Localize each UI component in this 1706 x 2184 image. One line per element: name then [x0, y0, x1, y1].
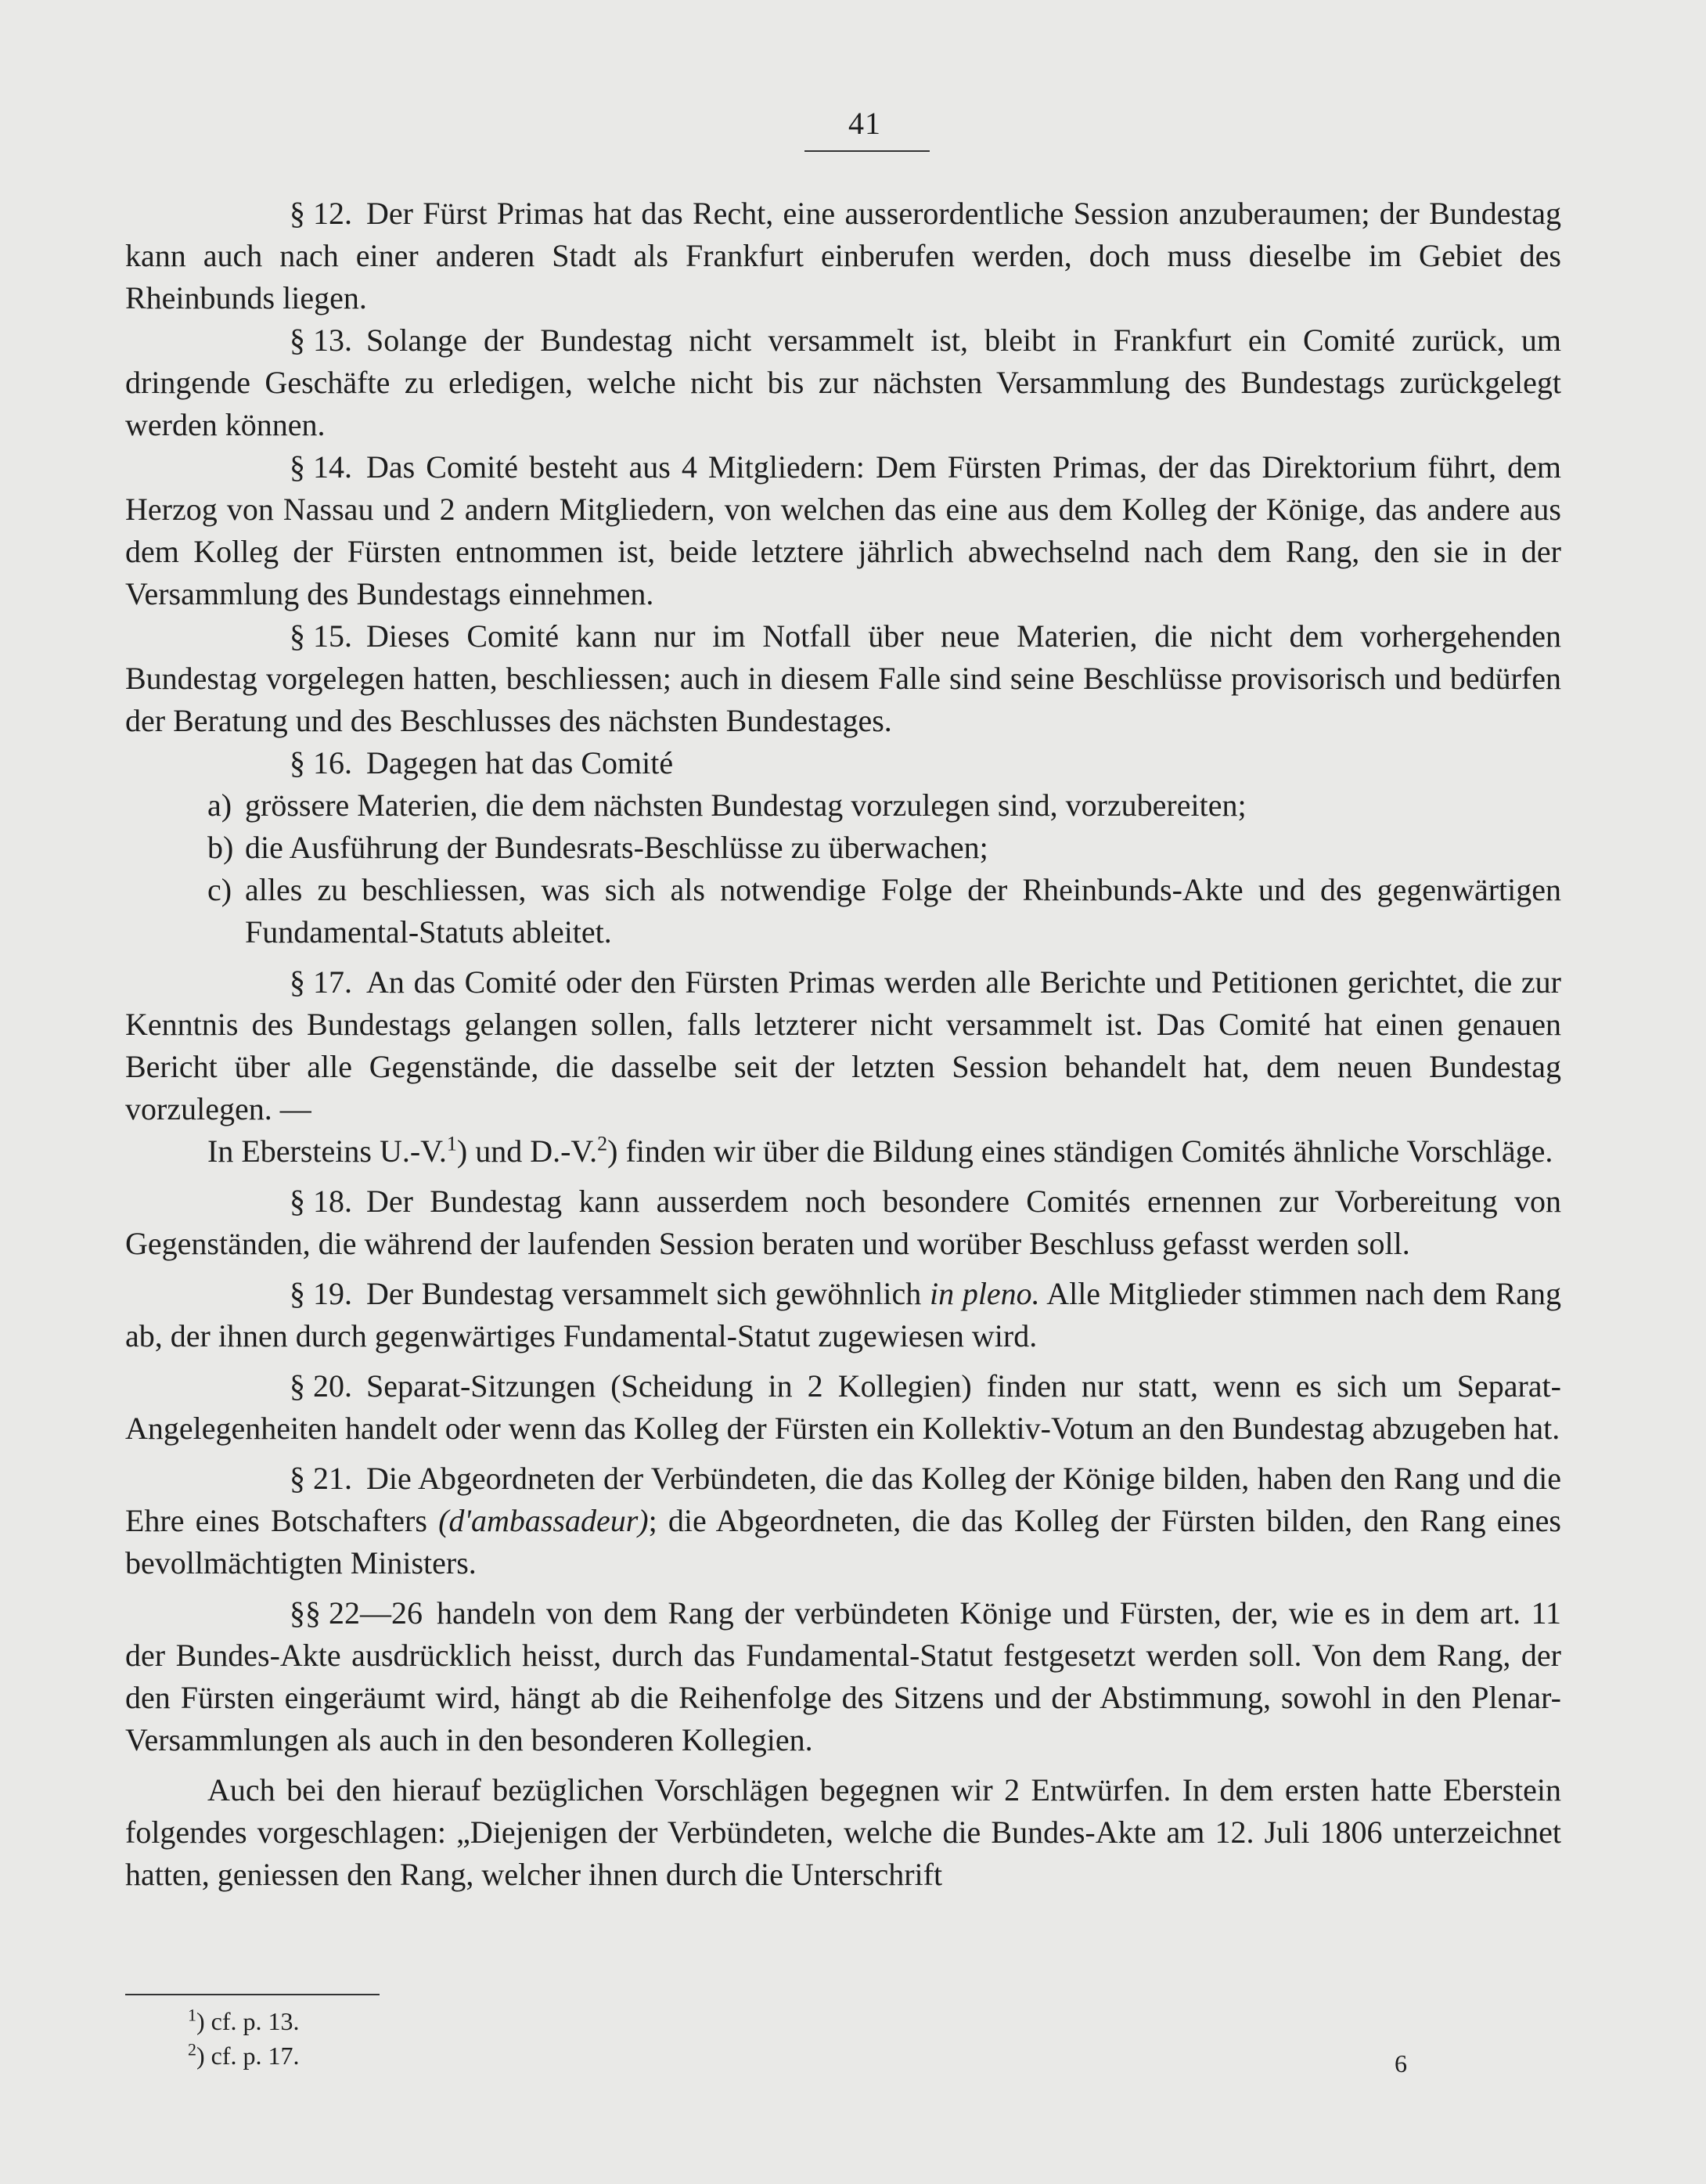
section-mark: § 18. — [290, 1184, 352, 1219]
paragraph-sec-17 — [125, 961, 1561, 1130]
footnote-ref-1[interactable]: 1 — [446, 1132, 457, 1155]
paragraph-sec-21 — [125, 1458, 1561, 1584]
footnotes — [188, 2004, 300, 2073]
section-mark: § 15. — [290, 618, 352, 654]
paragraph-sec-12 — [125, 193, 1561, 319]
paragraph-text: In Ebersteins U.-V. — [207, 1133, 447, 1169]
footnote-2 — [188, 2038, 300, 2073]
list-item-b — [125, 827, 1561, 869]
section-mark: § 21. — [290, 1461, 352, 1496]
paragraph-text: Das Comité besteht aus 4 Mitgliedern: Dem Fürsten Primas, der das Direktorium führt, dem Herzog von Nassau und 2 andern Mitgliedern, von welchen das eine aus dem Kolleg der Könige, das andere aus dem Kolleg der Fürsten entnommen ist, beide letztere jährlich abwechselnd nach dem Rang, den sie in der Versammlung des Bundestags einnehmen. — [125, 449, 1561, 611]
footnote-number: 1 — [188, 2005, 196, 2025]
paragraph-text: Der Bundestag kann ausserdem noch besondere Comités ernennen zur Vorbereitung von Gegenständen, die während der laufenden Session beraten und worüber Beschluss gefasst werden soll. — [125, 1184, 1561, 1261]
paragraph-sec-18 — [125, 1180, 1561, 1265]
list-item-c — [125, 869, 1561, 953]
italic-phrase: in pleno. — [930, 1276, 1040, 1311]
body-text — [125, 193, 1561, 1896]
paragraph-sec-16 — [125, 742, 1561, 784]
footnote-number: 2 — [188, 2039, 196, 2060]
page-number-rule — [804, 150, 930, 152]
paragraph-sec-20 — [125, 1365, 1561, 1450]
list-marker: a) — [207, 787, 232, 823]
paragraph-text: Der Bundestag versammelt sich gewöhnlich — [366, 1276, 922, 1311]
list-item-text: die Ausführung der Bundesrats-Beschlüsse zu überwachen; — [245, 830, 988, 865]
paragraph-entwuerfe — [125, 1769, 1561, 1896]
paragraph-sec-15 — [125, 615, 1561, 742]
paragraph-text: Solange der Bundestag nicht versammelt ist, bleibt in Frankfurt ein Comité zurück, um dringende Geschäfte zu erledigen, welche nicht bis zur nächsten Versammlung des Bundestags zurückgelegt werden können. — [125, 323, 1561, 442]
paragraph-text: ; die Abgeordneten, die das Kolleg der Fürsten bilden, den Rang eines bevollmächtigten Ministers. — [125, 1503, 1561, 1580]
paragraph-text: ) finden wir über die Bildung eines ständigen Comités ähnliche Vorschläge. — [607, 1133, 1553, 1169]
footnote-text: ) cf. p. 13. — [196, 2007, 300, 2035]
section-mark: § 17. — [290, 964, 352, 1000]
page-number: 41 — [848, 106, 881, 141]
paragraph-eberstein — [125, 1130, 1561, 1173]
section-mark: § 19. — [290, 1276, 352, 1311]
list-marker: b) — [207, 830, 234, 865]
paragraph-text: Der Fürst Primas hat das Recht, eine ausserordentliche Session anzuberaumen; der Bundestag kann auch nach einer anderen Stadt als Frankfurt einberufen werden, doch muss dieselbe im Gebiet des Rheinbunds liegen. — [125, 196, 1561, 315]
footnote-ref-2[interactable]: 2 — [597, 1132, 608, 1155]
paragraph-text: handeln von dem Rang der verbündeten Könige und Fürsten, der, wie es in dem art. 11 der Bundes-Akte ausdrücklich heisst, durch das Fundamental-Statut festgesetzt werden soll. Von dem Rang, der den Fürsten eingeräumt wird, hängt ab die Reihenfolge des Sitzens und der Abstimmung, sowohl in den Plenar-Versammlungen als auch in den besonderen Kollegien. — [125, 1595, 1561, 1757]
section-mark: §§ 22—26 — [290, 1595, 423, 1631]
paragraph-text: An das Comité oder den Fürsten Primas werden alle Berichte und Petitionen gerichtet, die zur Kenntnis des Bundestags gelangen sollen, falls letzterer nicht versammelt ist. Das Comité hat einen genauen Bericht über alle Gegenstände, die dasselbe seit der letzten Session behandelt hat, dem neuen Bundestag vorzulegen. — — [125, 964, 1561, 1126]
footnote-rule — [125, 1994, 380, 1995]
paragraph-sec-13 — [125, 319, 1561, 446]
paragraph-text: Alle Mitglieder stimmen nach dem Rang ab, der ihnen durch gegenwärtiges Fundamental-Statut zugewiesen wird. — [125, 1276, 1561, 1353]
paragraph-text: Die Abgeordneten der Verbündeten, die das Kolleg der Könige bilden, haben den Rang und die Ehre eines Botschafters — [125, 1461, 1561, 1538]
paragraph-sec-14 — [125, 446, 1561, 615]
footnote-1 — [188, 2004, 300, 2038]
list-item-a — [125, 784, 1561, 827]
paragraph-text: Separat-Sitzungen (Scheidung in 2 Kollegien) finden nur statt, wenn es sich um Separat-Angelegenheiten handelt oder wenn das Kolleg der Fürsten ein Kollektiv-Votum an den Bundestag abzugeben hat. — [125, 1368, 1561, 1446]
section-mark: § 13. — [290, 323, 352, 358]
paragraph-text: Dieses Comité kann nur im Notfall über neue Materien, die nicht dem vorhergehenden Bundestag vorgelegen hatten, beschliessen; auch in diesem Falle sind seine Beschlüsse provisorisch und bedürfen der Beratung und des Beschlusses des nächsten Bundestages. — [125, 618, 1561, 738]
list-item-text: alles zu beschliessen, was sich als notwendige Folge der Rheinbunds-Akte und des gegenwärtigen Fundamental-Statuts ableitet. — [245, 872, 1561, 950]
paragraph-text: ) und D.-V. — [456, 1133, 598, 1169]
paragraph-text: Dagegen hat das Comité — [366, 745, 674, 780]
list-item-text: grössere Materien, die dem nächsten Bundestag vorzulegen sind, vorzubereiten; — [245, 787, 1247, 823]
section-mark: § 16. — [290, 745, 352, 780]
list-marker: c) — [207, 872, 232, 907]
section-mark: § 14. — [290, 449, 352, 485]
paragraph-sec-22-26 — [125, 1592, 1561, 1761]
paragraph-text: Auch bei den hierauf bezüglichen Vorschlägen begegnen wir 2 Entwürfen. In dem ersten hatte Eberstein folgendes vorgeschlagen: „Diejenigen der Verbündeten, welche die Bundes-Akte am 12. Juli 1806 unterzeichnet hatten, geniessen den Rang, welcher ihnen durch die Unterschrift — [125, 1772, 1561, 1892]
section-mark: § 20. — [290, 1368, 352, 1404]
italic-phrase: (d'ambassadeur) — [438, 1503, 649, 1538]
footnote-text: ) cf. p. 17. — [196, 2042, 300, 2070]
paragraph-sec-19 — [125, 1273, 1561, 1357]
signature-mark: 6 — [1395, 2049, 1407, 2078]
section-mark: § 12. — [290, 196, 352, 231]
